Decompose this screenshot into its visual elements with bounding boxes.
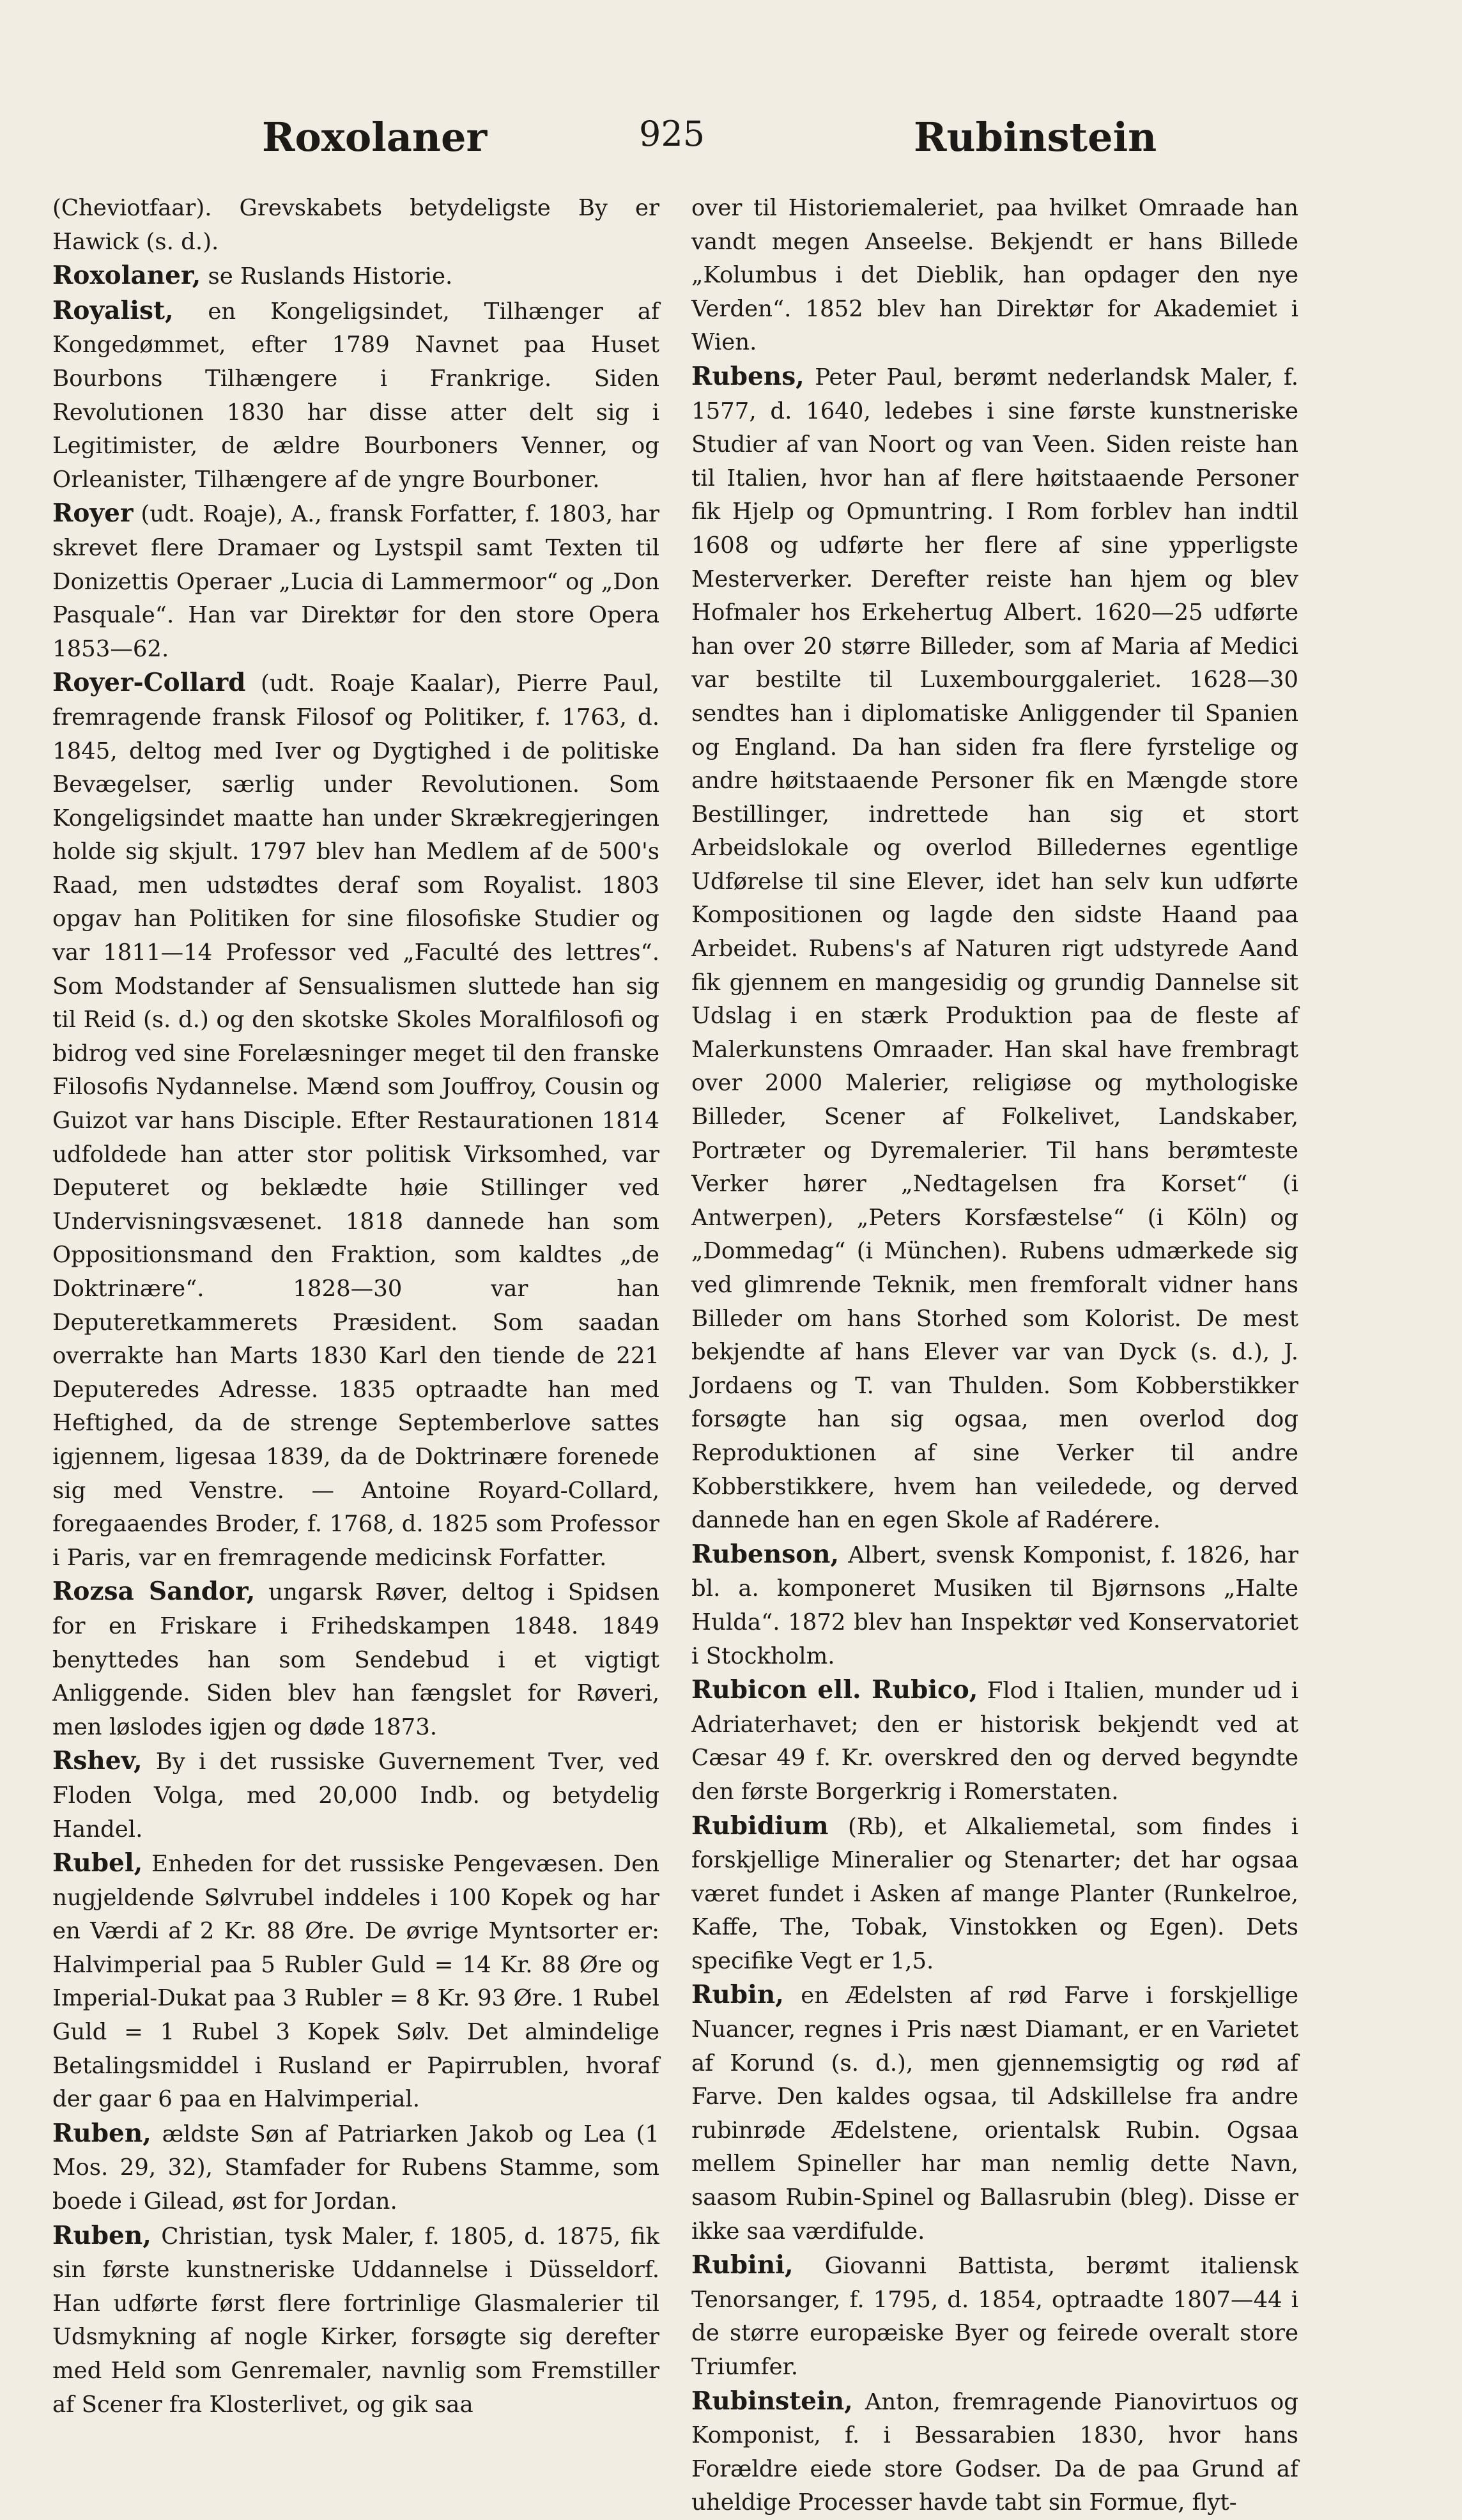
entry-headword: Rubens, <box>691 361 804 391</box>
entry-text: (Cheviotfaar). Grevskabets betydeligste By er Hawick (s. d.). <box>52 195 659 255</box>
dictionary-entry <box>691 1538 1298 1673</box>
entry-headword: Rubenson, <box>691 1539 840 1569</box>
dictionary-entry <box>52 497 659 666</box>
dictionary-entry <box>691 1809 1298 1979</box>
entry-text: Christian, tysk Maler, f. 1805, d. 1875, fik sin første kunstneriske Uddannelse i Düsseldorf. Han udførte først flere fortrinlige Glasmalerier til Udsmykning af nogle Kirker, forsøgte sig derefter med Held som Genremaler, navnlig som Fremstiller af Scener fra Klosterlivet, og gik saa <box>52 2223 659 2418</box>
running-head-left: Roxolaner <box>262 114 488 160</box>
dictionary-entry <box>52 666 659 1575</box>
running-head <box>0 114 1462 184</box>
dictionary-entry <box>52 1575 659 1744</box>
entry-text: Anton, fremragende Pianovirtuos og Komponist, f. i Bessarabien 1830, hvor hans Forældre eiede store Godser. Da de paa Grund af uheldige Processer havde tabt sin Formue, flyt- <box>691 2388 1298 2516</box>
dictionary-entry <box>52 192 659 259</box>
dictionary-entry <box>691 192 1298 360</box>
entry-headword: Rubel, <box>52 1848 143 1878</box>
entry-text: (Rb), et Alkaliemetal, som findes i forskjellige Mineralier og Stenarter; det har ogsaa været fundet i Asken af mange Planter (Runkelroe, Kaffe, The, Tobak, Vinstokken og Egen). Dets specifike Vegt er 1,5. <box>691 1813 1298 1974</box>
dictionary-entry <box>52 2219 659 2422</box>
dictionary-entry <box>691 2385 1298 2520</box>
entry-headword: Roxolaner, <box>52 261 201 291</box>
dictionary-entry <box>691 1673 1298 1809</box>
dictionary-entry <box>52 294 659 497</box>
entry-headword: Royer-Collard <box>52 668 246 698</box>
entry-text: Albert, svensk Komponist, f. 1826, har bl. a. komponeret Musiken til Bjørnsons „Halte Hulda“. 1872 blev han Inspektør ved Konservatoriet i Stockholm. <box>691 1542 1298 1669</box>
entry-headword: Royalist, <box>52 295 174 325</box>
entry-text: Peter Paul, berømt nederlandsk Maler, f. 1577, d. 1640, ledebes i sine første kunstneriske Studier af van Noort og van Veen. Siden reiste han til Italien, hvor han af flere høitstaaende Personer fik Hjelp og Opmuntring. I Rom forblev han indtil 1608 og udførte her flere af sine ypperligste Mesterverker. Derefter reiste han hjem og blev Hofmaler hos Erkehertug Albert. 1620—25 udførte han over 20 større Billeder, som af Maria af Medici var bestilte til Luxembourggaleriet. 1628—30 sendtes han i diplomatiske Anliggender til Spanien og England. Da han siden fra flere fyrstelige og andre høitstaaende Personer fik en Mængde store Bestillinger, indrettede han sig et stort Arbeidslokale og overlod Billedernes egentlige Udførelse til sine Elever, idet han selv kun udførte Kompositionen og lagde den sidste Haand paa Arbeidet. Rubens's af Naturen rigt udstyrede Aand fik gjennem en mangesidig og grundig Dannelse sit Udslag i en stærk Produktion paa de fleste af Malerkunstens Omraader. Han skal have frembragt over 2000 Malerier, religiøse og mythologiske Billeder, Scener af Folkelivet, Landskaber, Portræter og Dyremalerier. Til hans berømteste Verker hører „Nedtagelsen fra Korset“ (i Antwerpen), „Peters Korsfæstelse“ (i Köln) og „Dommedag“ (i München). Rubens udmærkede sig ved glimrende Teknik, men fremforalt vidner hans Billeder om hans Storhed som Kolorist. De mest bekjendte af hans Elever var van Dyck (s. d.), J. Jordaens og T. van Thulden. Som Kobberstikker forsøgte han sig ogsaa, men overlod dog Reproduktionen af sine Verker til andre Kobberstikkere, hvem han veiledede, og derved dannede han en egen Skole af Radérere. <box>691 364 1298 1534</box>
entry-headword: Ruben, <box>52 2220 151 2250</box>
entry-headword: Rubinstein, <box>691 2386 853 2416</box>
dictionary-entry <box>691 360 1298 1538</box>
entry-headword: Rubidium <box>691 1811 829 1841</box>
page-number: 925 <box>639 114 705 154</box>
dictionary-entry <box>691 1978 1298 2248</box>
running-head-right: Rubinstein <box>914 114 1157 160</box>
dictionary-entry <box>52 1846 659 2117</box>
entry-text: Enheden for det russiske Pengevæsen. Den nugjeldende Sølvrubel inddeles i 100 Kopek og har en Værdi af 2 Kr. 88 Øre. De øvrige Myntsorter er: Halvimperial paa 5 Rubler Guld = 14 Kr. 88 Øre og Imperial-Dukat paa 3 Rubler = 8 Kr. 93 Øre. 1 Rubel Guld = 1 Rubel 3 Kopek Sølv. Det almindelige Betalingsmiddel i Rusland er Papirrublen, hvoraf der gaar 6 paa en Halvimperial. <box>52 1851 659 2113</box>
entry-text: ungarsk Røver, deltog i Spidsen for en Friskare i Frihedskampen 1848. 1849 benyttedes han som Sendebud i et vigtigt Anliggende. Siden blev han fængslet for Røveri, men løslodes igjen og døde 1873. <box>52 1579 659 1740</box>
entry-text: Giovanni Battista, berømt italiensk Tenorsanger, f. 1795, d. 1854, optraadte 1807—44 i de større europæiske Byer og feirede overalt store Triumfer. <box>691 2253 1298 2380</box>
dictionary-entry <box>52 2117 659 2219</box>
entry-text: en Kongeligsindet, Tilhænger af Kongedømmet, efter 1789 Navnet paa Huset Bourbons Tilhængere i Frankrige. Siden Revolutionen 1830 har disse atter delt sig i Legitimister, de ældre Bourboners Venner, og Orleanister, Tilhængere af de yngre Bourboner. <box>52 298 659 493</box>
entry-headword: Rubin, <box>691 1980 784 2010</box>
dictionary-entry <box>52 259 659 294</box>
entry-text: en Ædelsten af rød Farve i forskjellige Nuancer, regnes i Pris næst Diamant, er en Varietet af Korund (s. d.), men gjennemsigtig og rød af Farve. Den kaldes ogsaa, til Adskillelse fra andre rubinrøde Ædelstene, orientalsk Rubin. Ogsaa mellem Spineller har man nemlig dette Navn, saasom Rubin-Spinel og Ballasrubin (bleg). Disse er ikke saa værdifulde. <box>691 1983 1298 2245</box>
entry-headword: Rozsa Sandor, <box>52 1577 256 1607</box>
right-column <box>691 192 1298 2520</box>
entry-headword: Ruben, <box>52 2118 151 2148</box>
entry-headword: Rubicon ell. Rubico, <box>691 1675 978 1705</box>
entry-text: Flod i Italien, munder ud i Adriaterhavet; den er historisk bekjendt ved at Cæsar 49 f. Kr. overskred den og derved begyndte den første Borgerkrig i Romerstaten. <box>691 1678 1298 1805</box>
entry-headword: Rubini, <box>691 2250 794 2280</box>
left-column <box>52 192 659 2422</box>
entry-text: (udt. Roaje Kaalar), Pierre Paul, fremragende fransk Filosof og Politiker, f. 1763, d. 1845, deltog med Iver og Dygtighed i de politiske Bevægelser, særlig under Revolutionen. Som Kongeligsindet maatte han under Skrækregjeringen holde sig skjult. 1797 blev han Medlem af de 500's Raad, men udstødtes deraf som Royalist. 1803 opgav han Politiken for sine filosofiske Studier og var 1811—14 Professor ved „Faculté des lettres“. Som Modstander af Sensualismen sluttede han sig til Reid (s. d.) og den skotske Skoles Moralfilosofi og bidrog ved sine Forelæsninger meget til den franske Filosofis Nydannelse. Mænd som Jouffroy, Cousin og Guizot var hans Disciple. Efter Restaurationen 1814 udfoldede han atter stor politisk Virksomhed, var Deputeret og beklædte høie Stillinger ved Undervisningsvæsenet. 1818 dannede han som Oppositionsmand den Fraktion, som kaldtes „de Doktrinære“. 1828—30 var han Deputeretkammerets Præsident. Som saadan overrakte han Marts 1830 Karl den tiende de 221 Deputeredes Adresse. 1835 optraadte han med Heftighed, da de strenge Septemberlove sattes igjennem, ligesaa 1839, da de Doktrinære forenede sig med Venstre. — Antoine Royard-Collard, foregaaendes Broder, f. 1768, d. 1825 som Professor i Paris, var en fremragende medicinsk Forfatter. <box>52 670 659 1571</box>
entry-text: ældste Søn af Patriarken Jakob og Lea (1 Mos. 29, 32), Stamfader for Rubens Stamme, som boede i Gilead, øst for Jordan. <box>52 2121 659 2215</box>
dictionary-entry <box>52 1744 659 1846</box>
entry-text: se Ruslands Historie. <box>208 263 453 290</box>
entry-text: By i det russiske Guvernement Tver, ved Floden Volga, med 20,000 Indb. og betydelig Handel. <box>52 1749 659 1843</box>
entry-headword: Rshev, <box>52 1746 142 1776</box>
dictionary-entry <box>691 2248 1298 2384</box>
entry-headword: Royer <box>52 499 134 529</box>
entry-text: (udt. Roaje), A., fransk Forfatter, f. 1803, har skrevet flere Dramaer og Lystspil samt Texten til Donizettis Operaer „Lucia di Lammermoor“ og „Don Pasquale“. Han var Direktør for den store Opera 1853—62. <box>52 501 659 662</box>
entry-text: over til Historiemaleriet, paa hvilket Omraade han vandt megen Anseelse. Bekjendt er hans Billede „Kolumbus i det Dieblik, han opdager den nye Verden“. 1852 blev han Direktør for Akademiet i Wien. <box>691 195 1298 356</box>
